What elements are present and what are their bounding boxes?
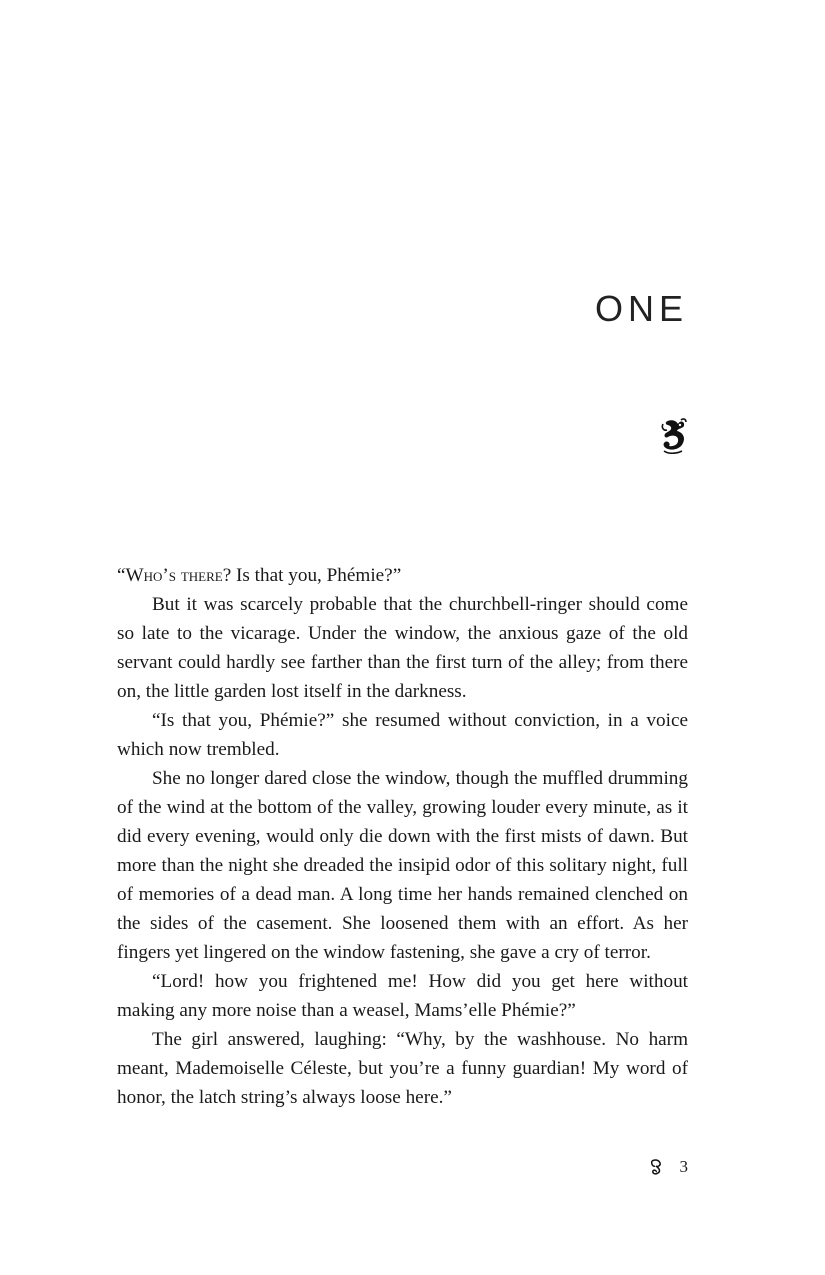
opening-lead-smallcaps: ho’s there? xyxy=(143,565,232,586)
paragraph-opening xyxy=(117,561,688,590)
dragon-ornament-icon xyxy=(660,418,688,454)
paragraph: “Is that you, Phémie?” she resumed without conviction, in a voice which now trembled. xyxy=(117,710,688,760)
page-footer xyxy=(650,1157,689,1177)
body-text xyxy=(117,561,688,1112)
paragraph: But it was scarcely probable that the churchbell-ringer should come so late to the vicarage. Under the window, the anxious gaze of the old servant could hardly see farther than the first turn of the alley; from there on, the little garden lost itself in the darkness. xyxy=(117,594,688,702)
opening-rest: Is that you, Phémie?” xyxy=(231,565,402,586)
fleuron-icon xyxy=(650,1159,662,1175)
paragraph: She no longer dared close the window, though the muffled drumming of the wind at the bottom of the valley, growing louder every minute, as it did every evening, would only die down with the first mists of dawn. But more than the night she dreaded the insipid odor of this solitary night, full of memories of a dead man. A long time her hands remained clenched on the sides of the casement. She loosened them with an effort. As her fingers yet lingered on the window fastening, she gave a cry of terror. xyxy=(117,768,688,963)
page-number: 3 xyxy=(679,1157,688,1176)
opening-lead-cap: “W xyxy=(117,565,144,586)
chapter-title: ONE xyxy=(594,288,688,329)
paragraph: “Lord! how you frightened me! How did you get here without making any more noise than a weasel, Mams’elle Phémie?” xyxy=(117,971,688,1021)
paragraph: The girl answered, laughing: “Why, by the washhouse. No harm meant, Mademoiselle Céleste, but you’re a funny guardian! My word of honor, the latch string’s always loose here.” xyxy=(117,1029,688,1108)
